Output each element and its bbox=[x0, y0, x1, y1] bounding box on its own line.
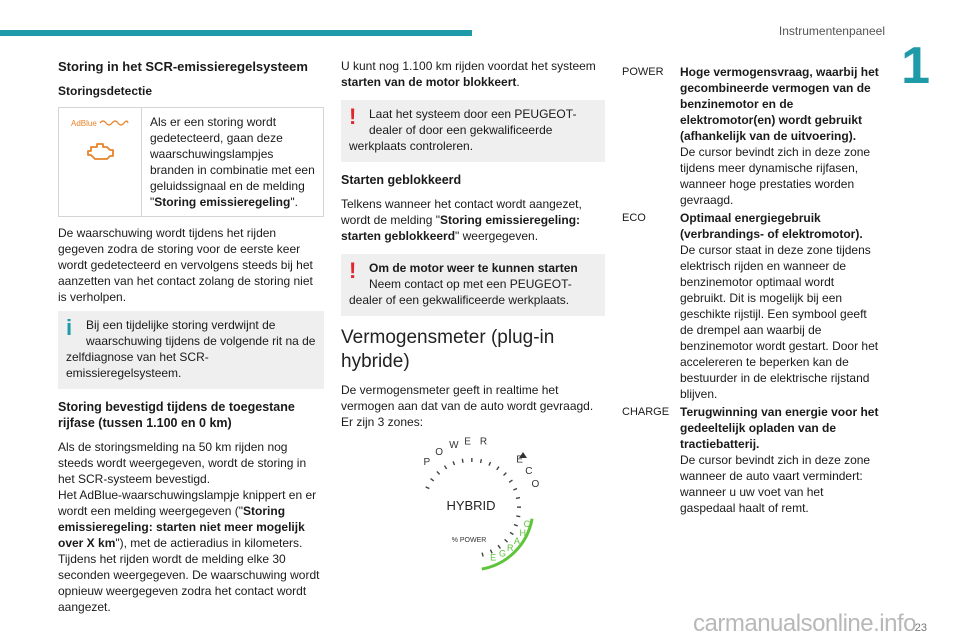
confirmed-fault-subtitle: Storing bevestigd tijdens de toegestane rijfase (tussen 1.100 en 0 km) bbox=[58, 400, 295, 430]
zone-description bbox=[680, 210, 882, 402]
power-label: POW E R bbox=[423, 436, 491, 469]
gauge-tick bbox=[445, 466, 447, 469]
exclamation-icon: ! bbox=[349, 258, 357, 283]
zone-term: CHARGE bbox=[622, 406, 670, 418]
zone-text: De cursor bevindt zich in deze zone wanneer de auto vaart vermindert: wanneer u uw voet van het gaspedaal haalt of remt. bbox=[680, 453, 871, 515]
gauge-tick bbox=[453, 461, 454, 465]
gauge-tick bbox=[489, 462, 491, 466]
engine-fault-icon bbox=[85, 141, 115, 167]
gauge-tick bbox=[516, 516, 520, 517]
scr-fault-title: Storing in het SCR-emissieregelsysteem bbox=[58, 59, 308, 74]
hybrid-label: HYBRID bbox=[446, 498, 496, 513]
eco-label: EC O bbox=[516, 454, 543, 491]
adblue-label: AdBlue bbox=[70, 119, 97, 128]
zone-item-power bbox=[622, 64, 882, 208]
column-3 bbox=[622, 64, 882, 518]
power-meter-title: Vermogensmeter (plug-in hybride) bbox=[341, 327, 555, 372]
gauge-tick bbox=[509, 480, 512, 482]
gauge-tick bbox=[497, 467, 499, 470]
info-icon: i bbox=[66, 315, 73, 340]
power-meter-gauge bbox=[341, 436, 605, 576]
warning-icons-cell bbox=[59, 108, 142, 216]
watermark: carmanualsonline.info bbox=[693, 610, 916, 637]
section-name: Instrumentenpaneel bbox=[778, 24, 885, 38]
gauge-tick bbox=[510, 532, 513, 534]
zone-text: De cursor staat in deze zone tijdens elektrisch rijden en wanneer de benzinemotor optimaal wordt gebruikt. Dit is mogelijk bij een geschikte rijstijl. Een symbool geeft de drempel aan waarbij de benzinemotor wordt gestart. Door het accelereren te beperken kan de bestuurder in de elektrische rijstand blijven. bbox=[680, 243, 879, 401]
info-note bbox=[58, 311, 324, 389]
power-meter-gauge-svg bbox=[341, 436, 605, 576]
zone-term: POWER bbox=[622, 66, 664, 78]
header-accent-bar bbox=[0, 30, 472, 36]
gauge-tick bbox=[505, 539, 508, 542]
confirmed-fault-para-b: Het AdBlue-waarschuwingslampje knippert en er wordt een melding weergegeven ("Storing emissieregeling: starten niet meer mogelijk over X km"), met de actieradius in kilometers. bbox=[58, 488, 317, 550]
exclamation-icon: ! bbox=[349, 104, 357, 129]
zone-heading: Optimaal energiegebruik (verbrandings- of elektromotor). bbox=[680, 211, 863, 241]
gauge-tick bbox=[431, 479, 434, 481]
gauge-tick bbox=[426, 487, 430, 489]
warning-lamps-description: Als er een storing wordt gedetecteerd, gaan deze waarschuwingslampjes branden in combinatie met een geluidssignaal en de melding "Storing emissieregeling". bbox=[150, 115, 315, 209]
remaining-range-paragraph: U kunt nog 1.100 km rijden voordat het systeem starten van de motor blokkeert. bbox=[341, 59, 596, 89]
zone-description bbox=[680, 404, 882, 516]
zone-heading: Hoge vermogensvraag, waarbij het gecombineerde vermogen van de benzinemotor en de elektromotor(en) wordt gebruikt (afhankelijk van de uitvoering). bbox=[680, 65, 879, 143]
adblue-icon bbox=[71, 118, 129, 129]
gauge-tick bbox=[516, 498, 520, 499]
power-meter-intro: De vermogensmeter geeft in realtime het vermogen aan dat van de auto wordt gevraagd. bbox=[341, 383, 594, 413]
gauge-tick bbox=[462, 459, 463, 463]
warning-lamps-table bbox=[58, 107, 324, 217]
zone-item-eco bbox=[622, 210, 882, 402]
zones-definition-list bbox=[622, 64, 882, 516]
chapter-number: 1 bbox=[901, 37, 930, 95]
zone-item-charge bbox=[622, 404, 882, 516]
start-blocked-subtitle: Starten geblokkeerd bbox=[341, 173, 462, 187]
gauge-tick bbox=[482, 553, 483, 557]
confirmed-fault-para-a: Als de storingsmelding na 50 km rijden nog steeds wordt weergegeven, wordt de storing in het SCR-systeem bevestigd. bbox=[58, 440, 307, 486]
gauge-tick bbox=[437, 471, 440, 474]
warning-note-check-text: Laat het systeem door een PEUGEOT-dealer of door een gekwalificeerde werkplaats controleren. bbox=[349, 107, 577, 153]
column-1 bbox=[58, 58, 324, 621]
zone-text: De cursor bevindt zich in deze zone tijdens meer dynamische rijfasen, wanneer hoge prestaties worden gevraagd. bbox=[680, 145, 871, 207]
zones-intro: Er zijn 3 zones: bbox=[341, 415, 424, 429]
gauge-tick bbox=[504, 473, 507, 476]
warning-paragraph: De waarschuwing wordt tijdens het rijden gegeven zodra de storing voor de eerste keer wordt gedetecteerd en vervolgens steeds bij het aanzetten van het contact zolang de storing niet is verholpen. bbox=[58, 226, 313, 304]
info-note-text: Bij een tijdelijke storing verdwijnt de waarschuwing tijdens de volgende rit na de zelfdiagnose van het SCR-emissieregelsysteem. bbox=[66, 318, 316, 380]
confirmed-fault-para-c: Tijdens het rijden wordt de melding elke 30 seconden weergegeven. De waarschuwing wordt opnieuw weergegeven zodra het contact wordt aangezet. bbox=[58, 552, 320, 614]
start-blocked-paragraph: Telkens wanneer het contact wordt aangezet, wordt de melding "Storing emissieregeling: starten geblokkeerd" weergegeven. bbox=[341, 197, 582, 243]
gauge-tick bbox=[481, 459, 482, 463]
zone-term: ECO bbox=[622, 212, 646, 224]
zone-heading: Terugwinning van energie voor het gedeeltelijk opladen van de tractiebatterij. bbox=[680, 405, 879, 451]
charge-label: C H A R GE bbox=[490, 519, 533, 563]
gauge-tick bbox=[514, 524, 518, 525]
zone-description bbox=[680, 64, 882, 208]
gauge-tick bbox=[513, 488, 517, 490]
fault-detection-subtitle: Storingsdetectie bbox=[58, 84, 153, 98]
warning-note-restart-text: Neem contact op met een PEUGEOT-dealer of een gekwalificeerde werkplaats. bbox=[349, 277, 572, 307]
warning-note-restart bbox=[341, 254, 605, 316]
column-2 bbox=[341, 58, 605, 576]
message-storing-emissieregeling: Storing emissieregeling bbox=[154, 195, 291, 209]
warning-note-check bbox=[341, 100, 605, 162]
page-number: 23 bbox=[914, 622, 927, 634]
warning-note-restart-title: Om de motor weer te kunnen starten bbox=[369, 261, 578, 275]
percent-power-label: % POWER bbox=[451, 537, 487, 544]
